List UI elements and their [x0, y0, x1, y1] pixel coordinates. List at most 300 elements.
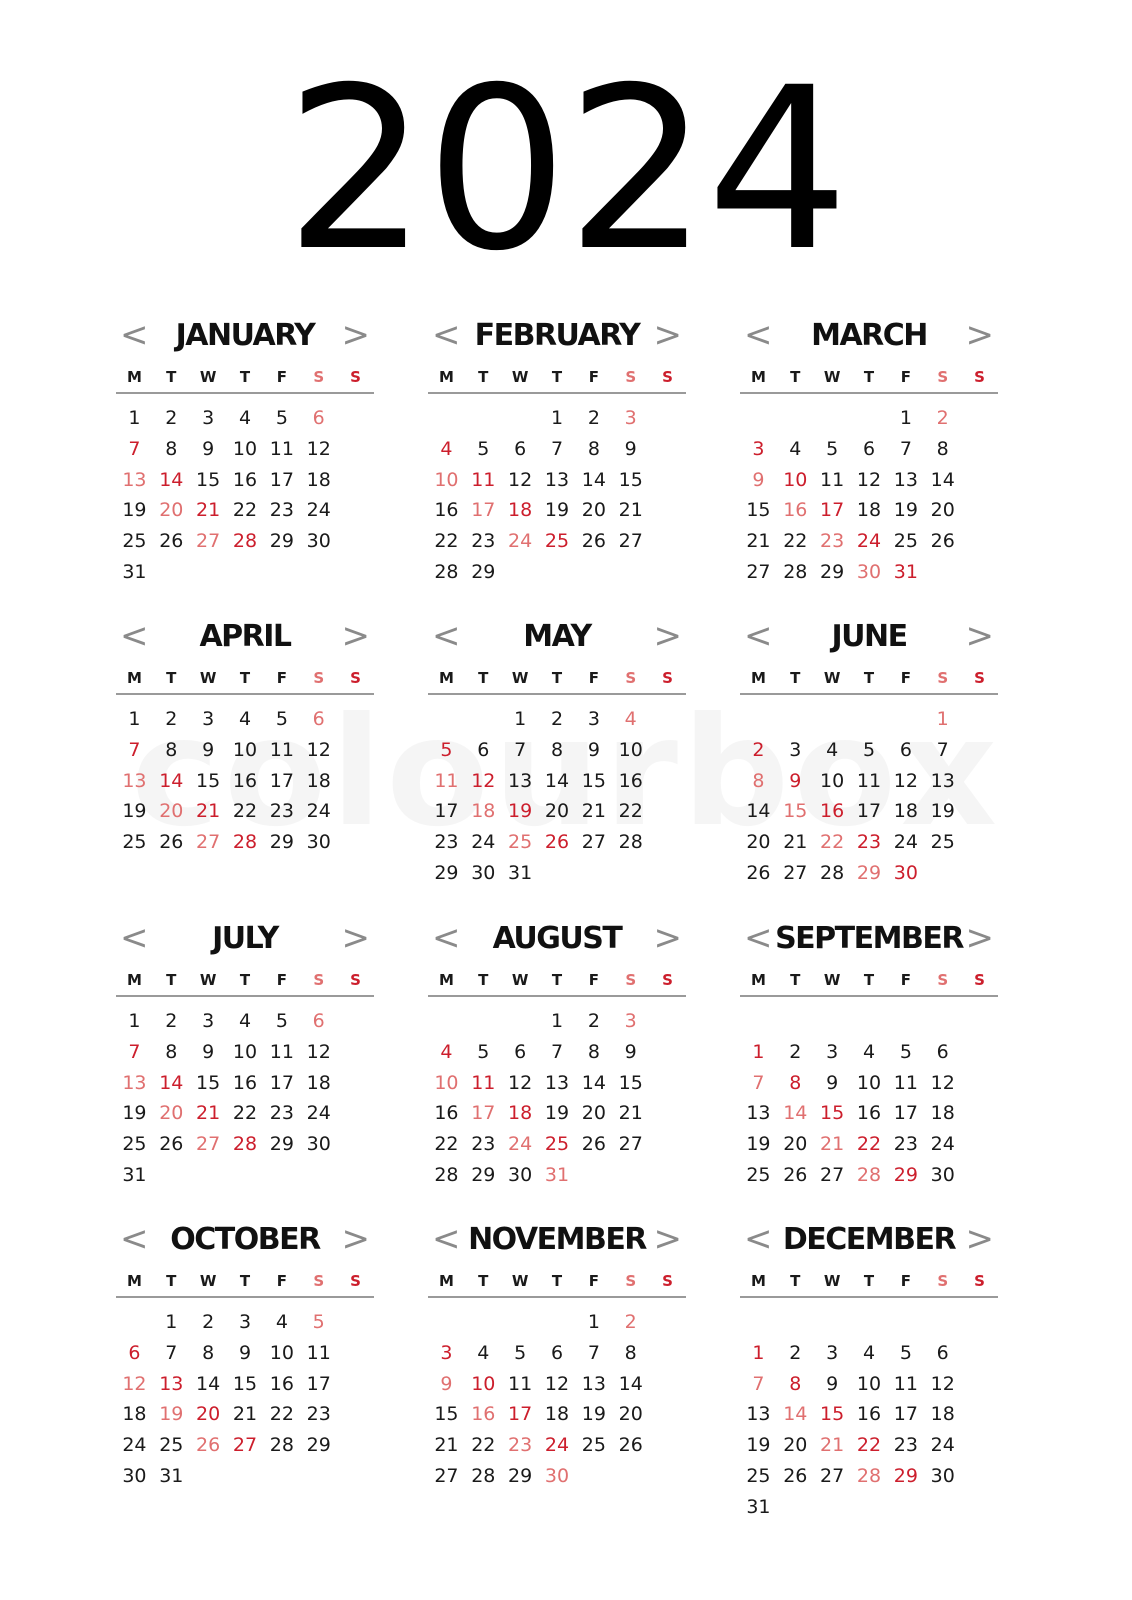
- day-cell[interactable]: 15: [196, 769, 221, 792]
- day-cell[interactable]: 8: [587, 1040, 600, 1063]
- day-cell[interactable]: 14: [618, 1372, 643, 1395]
- day-cell[interactable]: 16: [269, 1372, 294, 1395]
- day-cell[interactable]: 13: [544, 1071, 570, 1094]
- day-cell[interactable]: 29: [269, 530, 294, 553]
- day-cell[interactable]: 21: [618, 1102, 643, 1125]
- day-cell[interactable]: 14: [159, 468, 184, 491]
- day-cell[interactable]: 17: [269, 769, 294, 792]
- day-cell[interactable]: 30: [122, 1464, 147, 1487]
- day-cell[interactable]: 15: [196, 468, 221, 491]
- day-cell[interactable]: 26: [746, 861, 771, 884]
- day-cell[interactable]: 28: [783, 560, 808, 583]
- day-cell[interactable]: 30: [856, 560, 882, 583]
- day-cell[interactable]: 11: [434, 769, 459, 792]
- day-cell[interactable]: 13: [930, 769, 955, 792]
- day-cell[interactable]: 19: [122, 499, 147, 522]
- day-cell[interactable]: 5: [275, 708, 288, 730]
- day-cell[interactable]: 17: [471, 1102, 496, 1125]
- day-cell[interactable]: 8: [587, 437, 600, 460]
- day-cell[interactable]: 3: [587, 708, 600, 730]
- day-cell[interactable]: 5: [826, 437, 839, 460]
- day-cell[interactable]: 27: [820, 1163, 845, 1186]
- day-cell[interactable]: 31: [544, 1163, 570, 1186]
- day-cell[interactable]: 21: [434, 1434, 459, 1457]
- day-cell[interactable]: 6: [936, 1341, 949, 1364]
- day-cell[interactable]: 18: [893, 800, 918, 823]
- day-cell[interactable]: 17: [471, 499, 496, 522]
- day-cell[interactable]: 6: [128, 1341, 141, 1364]
- day-cell[interactable]: 22: [856, 1434, 882, 1457]
- chevron-left-icon[interactable]: <: [744, 918, 773, 958]
- day-cell[interactable]: 20: [930, 499, 955, 522]
- day-cell[interactable]: 1: [936, 708, 949, 730]
- day-cell[interactable]: 12: [306, 437, 331, 460]
- day-cell[interactable]: 31: [122, 560, 147, 583]
- day-cell[interactable]: 18: [122, 1403, 147, 1426]
- day-cell[interactable]: 25: [508, 831, 533, 854]
- day-cell[interactable]: 29: [820, 560, 845, 583]
- day-cell[interactable]: 12: [930, 1372, 955, 1395]
- chevron-left-icon[interactable]: <: [432, 315, 461, 355]
- day-cell[interactable]: 8: [165, 738, 178, 761]
- day-cell[interactable]: 11: [893, 1372, 918, 1395]
- day-cell[interactable]: 11: [471, 468, 496, 491]
- day-cell[interactable]: 3: [202, 708, 215, 730]
- chevron-right-icon[interactable]: >: [341, 918, 370, 958]
- day-cell[interactable]: 2: [936, 407, 949, 429]
- day-cell[interactable]: 26: [618, 1434, 643, 1457]
- day-cell[interactable]: 9: [624, 437, 637, 460]
- day-cell[interactable]: 6: [312, 708, 325, 730]
- day-cell[interactable]: 13: [508, 769, 533, 792]
- day-cell[interactable]: 24: [930, 1133, 955, 1156]
- day-cell[interactable]: 16: [856, 1403, 882, 1426]
- day-cell[interactable]: 23: [856, 831, 882, 854]
- day-cell[interactable]: 25: [159, 1434, 184, 1457]
- day-cell[interactable]: 12: [306, 1040, 331, 1063]
- day-cell[interactable]: 12: [471, 769, 496, 792]
- day-cell[interactable]: 26: [783, 1163, 808, 1186]
- day-cell[interactable]: 28: [434, 1163, 459, 1186]
- day-cell[interactable]: 20: [618, 1403, 643, 1426]
- day-cell[interactable]: 6: [899, 738, 912, 761]
- day-cell[interactable]: 7: [128, 1040, 141, 1063]
- day-cell[interactable]: 19: [581, 1403, 606, 1426]
- day-cell[interactable]: 2: [202, 1311, 215, 1333]
- day-cell[interactable]: 23: [471, 530, 496, 553]
- day-cell[interactable]: 14: [581, 1071, 606, 1094]
- day-cell[interactable]: 17: [856, 800, 882, 823]
- day-cell[interactable]: 17: [893, 1102, 918, 1125]
- day-cell[interactable]: 7: [550, 1040, 564, 1063]
- day-cell[interactable]: 30: [893, 861, 918, 884]
- chevron-right-icon[interactable]: >: [653, 1219, 682, 1259]
- day-cell[interactable]: 20: [159, 499, 184, 522]
- day-cell[interactable]: 10: [618, 738, 643, 761]
- day-cell[interactable]: 10: [856, 1372, 882, 1395]
- day-cell[interactable]: 30: [306, 530, 331, 553]
- day-cell[interactable]: 8: [202, 1341, 215, 1364]
- day-cell[interactable]: 24: [508, 530, 533, 553]
- day-cell[interactable]: 11: [471, 1071, 496, 1094]
- day-cell[interactable]: 24: [306, 800, 331, 823]
- day-cell[interactable]: 29: [471, 1163, 496, 1186]
- day-cell[interactable]: 28: [434, 560, 459, 583]
- day-cell[interactable]: 24: [306, 1102, 331, 1125]
- day-cell[interactable]: 27: [581, 831, 606, 854]
- day-cell[interactable]: 6: [514, 437, 527, 460]
- chevron-right-icon[interactable]: >: [653, 918, 682, 958]
- day-cell[interactable]: 16: [471, 1403, 496, 1426]
- day-cell[interactable]: 25: [930, 831, 955, 854]
- day-cell[interactable]: 12: [508, 468, 533, 491]
- day-cell[interactable]: 3: [826, 1341, 839, 1364]
- day-cell[interactable]: 20: [159, 1102, 184, 1125]
- day-cell[interactable]: 9: [202, 437, 215, 460]
- day-cell[interactable]: 21: [196, 1102, 221, 1125]
- day-cell[interactable]: 18: [306, 468, 331, 491]
- day-cell[interactable]: 13: [893, 468, 918, 491]
- day-cell[interactable]: 13: [159, 1372, 184, 1395]
- day-cell[interactable]: 19: [159, 1403, 184, 1426]
- day-cell[interactable]: 1: [514, 708, 527, 730]
- day-cell[interactable]: 13: [746, 1102, 771, 1125]
- day-cell[interactable]: 28: [856, 1464, 882, 1487]
- day-cell[interactable]: 19: [544, 1102, 570, 1125]
- day-cell[interactable]: 31: [508, 861, 533, 884]
- day-cell[interactable]: 19: [746, 1133, 771, 1156]
- day-cell[interactable]: 1: [899, 407, 912, 429]
- chevron-right-icon[interactable]: >: [341, 616, 370, 656]
- day-cell[interactable]: 6: [862, 437, 876, 460]
- day-cell[interactable]: 11: [269, 1040, 294, 1063]
- day-cell[interactable]: 3: [440, 1341, 453, 1364]
- day-cell[interactable]: 27: [232, 1434, 258, 1457]
- day-cell[interactable]: 28: [232, 530, 258, 553]
- day-cell[interactable]: 22: [232, 800, 258, 823]
- day-cell[interactable]: 16: [820, 800, 845, 823]
- day-cell[interactable]: 19: [508, 800, 533, 823]
- day-cell[interactable]: 29: [434, 861, 459, 884]
- day-cell[interactable]: 4: [238, 708, 252, 730]
- day-cell[interactable]: 9: [624, 1040, 637, 1063]
- day-cell[interactable]: 2: [587, 407, 600, 429]
- chevron-left-icon[interactable]: <: [744, 315, 773, 355]
- day-cell[interactable]: 15: [746, 499, 771, 522]
- day-cell[interactable]: 25: [746, 1163, 771, 1186]
- day-cell[interactable]: 28: [820, 861, 845, 884]
- day-cell[interactable]: 6: [550, 1341, 564, 1364]
- day-cell[interactable]: 11: [269, 738, 294, 761]
- day-cell[interactable]: 23: [269, 800, 294, 823]
- day-cell[interactable]: 12: [544, 1372, 570, 1395]
- chevron-right-icon[interactable]: >: [965, 918, 994, 958]
- chevron-left-icon[interactable]: <: [744, 1219, 773, 1259]
- day-cell[interactable]: 30: [930, 1163, 955, 1186]
- day-cell[interactable]: 13: [746, 1403, 771, 1426]
- day-cell[interactable]: 12: [122, 1372, 147, 1395]
- day-cell[interactable]: 24: [930, 1434, 955, 1457]
- day-cell[interactable]: 31: [746, 1495, 771, 1518]
- day-cell[interactable]: 5: [275, 1010, 288, 1032]
- day-cell[interactable]: 23: [508, 1434, 533, 1457]
- day-cell[interactable]: 10: [232, 738, 258, 761]
- day-cell[interactable]: 4: [238, 1010, 252, 1032]
- day-cell[interactable]: 14: [544, 769, 570, 792]
- chevron-left-icon[interactable]: <: [120, 315, 149, 355]
- day-cell[interactable]: 5: [275, 407, 288, 429]
- day-cell[interactable]: 1: [752, 1341, 765, 1364]
- day-cell[interactable]: 11: [269, 437, 294, 460]
- day-cell[interactable]: 26: [544, 831, 570, 854]
- day-cell[interactable]: 6: [936, 1040, 949, 1063]
- day-cell[interactable]: 17: [434, 800, 459, 823]
- day-cell[interactable]: 25: [122, 1133, 147, 1156]
- day-cell[interactable]: 21: [232, 1403, 258, 1426]
- day-cell[interactable]: 25: [893, 530, 918, 553]
- day-cell[interactable]: 19: [930, 800, 955, 823]
- day-cell[interactable]: 23: [269, 1102, 294, 1125]
- day-cell[interactable]: 7: [936, 738, 949, 761]
- day-cell[interactable]: 22: [232, 499, 258, 522]
- day-cell[interactable]: 9: [238, 1341, 252, 1364]
- day-cell[interactable]: 10: [434, 468, 459, 491]
- day-cell[interactable]: 26: [581, 1133, 606, 1156]
- day-cell[interactable]: 4: [238, 407, 252, 429]
- day-cell[interactable]: 24: [471, 831, 496, 854]
- day-cell[interactable]: 22: [269, 1403, 294, 1426]
- day-cell[interactable]: 12: [508, 1071, 533, 1094]
- day-cell[interactable]: 1: [128, 407, 141, 429]
- day-cell[interactable]: 27: [434, 1464, 459, 1487]
- day-cell[interactable]: 25: [122, 530, 147, 553]
- day-cell[interactable]: 8: [789, 1372, 802, 1395]
- day-cell[interactable]: 9: [789, 769, 802, 792]
- day-cell[interactable]: 21: [618, 499, 643, 522]
- day-cell[interactable]: 10: [783, 468, 808, 491]
- day-cell[interactable]: 28: [471, 1464, 496, 1487]
- day-cell[interactable]: 3: [826, 1040, 839, 1063]
- day-cell[interactable]: 15: [618, 468, 643, 491]
- day-cell[interactable]: 22: [434, 530, 459, 553]
- day-cell[interactable]: 27: [618, 530, 643, 553]
- day-cell[interactable]: 31: [893, 560, 918, 583]
- day-cell[interactable]: 3: [789, 738, 802, 761]
- day-cell[interactable]: 4: [440, 1040, 453, 1063]
- day-cell[interactable]: 20: [746, 831, 771, 854]
- day-cell[interactable]: 2: [550, 708, 564, 730]
- day-cell[interactable]: 11: [820, 468, 845, 491]
- day-cell[interactable]: 26: [159, 530, 184, 553]
- day-cell[interactable]: 5: [862, 738, 876, 761]
- day-cell[interactable]: 27: [196, 1133, 221, 1156]
- day-cell[interactable]: 1: [550, 407, 564, 429]
- day-cell[interactable]: 1: [550, 1010, 564, 1032]
- day-cell[interactable]: 30: [471, 861, 496, 884]
- day-cell[interactable]: 24: [856, 530, 882, 553]
- day-cell[interactable]: 10: [269, 1341, 294, 1364]
- day-cell[interactable]: 19: [746, 1434, 771, 1457]
- day-cell[interactable]: 11: [893, 1071, 918, 1094]
- day-cell[interactable]: 26: [783, 1464, 808, 1487]
- day-cell[interactable]: 2: [165, 1010, 178, 1032]
- day-cell[interactable]: 7: [752, 1372, 765, 1395]
- day-cell[interactable]: 28: [269, 1434, 294, 1457]
- day-cell[interactable]: 27: [746, 560, 771, 583]
- day-cell[interactable]: 18: [471, 800, 496, 823]
- day-cell[interactable]: 18: [930, 1403, 955, 1426]
- day-cell[interactable]: 4: [624, 708, 637, 730]
- day-cell[interactable]: 22: [434, 1133, 459, 1156]
- day-cell[interactable]: 30: [306, 831, 331, 854]
- day-cell[interactable]: 20: [783, 1133, 808, 1156]
- day-cell[interactable]: 21: [820, 1133, 845, 1156]
- day-cell[interactable]: 8: [550, 738, 564, 761]
- day-cell[interactable]: 9: [826, 1372, 839, 1395]
- day-cell[interactable]: 19: [893, 499, 918, 522]
- day-cell[interactable]: 29: [471, 560, 496, 583]
- day-cell[interactable]: 21: [820, 1434, 845, 1457]
- day-cell[interactable]: 16: [232, 468, 258, 491]
- day-cell[interactable]: 12: [930, 1071, 955, 1094]
- day-cell[interactable]: 26: [581, 530, 606, 553]
- day-cell[interactable]: 2: [789, 1040, 802, 1063]
- day-cell[interactable]: 29: [856, 861, 882, 884]
- chevron-right-icon[interactable]: >: [965, 315, 994, 355]
- day-cell[interactable]: 13: [581, 1372, 606, 1395]
- day-cell[interactable]: 16: [618, 769, 643, 792]
- day-cell[interactable]: 7: [128, 437, 141, 460]
- day-cell[interactable]: 13: [544, 468, 570, 491]
- day-cell[interactable]: 4: [862, 1341, 876, 1364]
- day-cell[interactable]: 3: [624, 1010, 637, 1032]
- day-cell[interactable]: 16: [232, 769, 258, 792]
- day-cell[interactable]: 26: [196, 1434, 221, 1457]
- day-cell[interactable]: 22: [232, 1102, 258, 1125]
- day-cell[interactable]: 7: [752, 1071, 765, 1094]
- day-cell[interactable]: 9: [202, 738, 215, 761]
- day-cell[interactable]: 24: [122, 1434, 147, 1457]
- day-cell[interactable]: 31: [159, 1464, 184, 1487]
- day-cell[interactable]: 22: [471, 1434, 496, 1457]
- day-cell[interactable]: 7: [128, 738, 141, 761]
- day-cell[interactable]: 4: [275, 1311, 288, 1333]
- day-cell[interactable]: 15: [820, 1403, 845, 1426]
- day-cell[interactable]: 25: [544, 1133, 570, 1156]
- day-cell[interactable]: 5: [477, 437, 490, 460]
- day-cell[interactable]: 16: [434, 1102, 459, 1125]
- day-cell[interactable]: 23: [471, 1133, 496, 1156]
- day-cell[interactable]: 14: [159, 1071, 184, 1094]
- day-cell[interactable]: 4: [440, 437, 453, 460]
- day-cell[interactable]: 30: [544, 1464, 570, 1487]
- day-cell[interactable]: 9: [752, 468, 765, 491]
- day-cell[interactable]: 18: [856, 499, 882, 522]
- day-cell[interactable]: 1: [128, 708, 141, 730]
- day-cell[interactable]: 3: [202, 1010, 215, 1032]
- day-cell[interactable]: 15: [196, 1071, 221, 1094]
- day-cell[interactable]: 17: [508, 1403, 533, 1426]
- day-cell[interactable]: 8: [936, 437, 949, 460]
- day-cell[interactable]: 27: [618, 1133, 643, 1156]
- day-cell[interactable]: 1: [752, 1040, 765, 1063]
- chevron-right-icon[interactable]: >: [965, 616, 994, 656]
- day-cell[interactable]: 10: [232, 437, 258, 460]
- day-cell[interactable]: 30: [306, 1133, 331, 1156]
- day-cell[interactable]: 12: [306, 738, 331, 761]
- day-cell[interactable]: 20: [581, 1102, 606, 1125]
- day-cell[interactable]: 18: [306, 1071, 331, 1094]
- day-cell[interactable]: 5: [899, 1040, 912, 1063]
- day-cell[interactable]: 25: [746, 1464, 771, 1487]
- day-cell[interactable]: 3: [202, 407, 215, 429]
- day-cell[interactable]: 29: [893, 1163, 918, 1186]
- day-cell[interactable]: 22: [856, 1133, 882, 1156]
- day-cell[interactable]: 19: [544, 499, 570, 522]
- day-cell[interactable]: 4: [826, 738, 839, 761]
- day-cell[interactable]: 15: [783, 800, 808, 823]
- day-cell[interactable]: 27: [783, 861, 808, 884]
- day-cell[interactable]: 4: [477, 1341, 490, 1364]
- day-cell[interactable]: 21: [746, 530, 771, 553]
- day-cell[interactable]: 26: [930, 530, 955, 553]
- day-cell[interactable]: 8: [165, 437, 178, 460]
- day-cell[interactable]: 2: [165, 708, 178, 730]
- day-cell[interactable]: 31: [122, 1163, 147, 1186]
- chevron-left-icon[interactable]: <: [744, 616, 773, 656]
- day-cell[interactable]: 9: [202, 1040, 215, 1063]
- day-cell[interactable]: 27: [196, 530, 221, 553]
- day-cell[interactable]: 8: [789, 1071, 802, 1094]
- day-cell[interactable]: 23: [893, 1434, 918, 1457]
- day-cell[interactable]: 13: [122, 769, 147, 792]
- day-cell[interactable]: 14: [930, 468, 955, 491]
- day-cell[interactable]: 25: [581, 1434, 606, 1457]
- day-cell[interactable]: 6: [312, 407, 325, 429]
- day-cell[interactable]: 14: [746, 800, 771, 823]
- day-cell[interactable]: 17: [820, 499, 845, 522]
- day-cell[interactable]: 26: [159, 1133, 184, 1156]
- day-cell[interactable]: 22: [820, 831, 845, 854]
- day-cell[interactable]: 3: [238, 1311, 252, 1333]
- day-cell[interactable]: 7: [587, 1341, 600, 1364]
- chevron-left-icon[interactable]: <: [432, 918, 461, 958]
- chevron-right-icon[interactable]: >: [653, 315, 682, 355]
- day-cell[interactable]: 2: [624, 1311, 637, 1333]
- day-cell[interactable]: 1: [587, 1311, 600, 1333]
- day-cell[interactable]: 9: [826, 1071, 839, 1094]
- day-cell[interactable]: 26: [159, 831, 184, 854]
- day-cell[interactable]: 22: [783, 530, 808, 553]
- day-cell[interactable]: 18: [544, 1403, 570, 1426]
- day-cell[interactable]: 5: [899, 1341, 912, 1364]
- day-cell[interactable]: 3: [752, 437, 765, 460]
- day-cell[interactable]: 30: [508, 1163, 533, 1186]
- day-cell[interactable]: 29: [306, 1434, 331, 1457]
- day-cell[interactable]: 20: [159, 800, 184, 823]
- day-cell[interactable]: 16: [434, 499, 459, 522]
- day-cell[interactable]: 4: [789, 437, 802, 460]
- day-cell[interactable]: 18: [930, 1102, 955, 1125]
- day-cell[interactable]: 28: [856, 1163, 882, 1186]
- day-cell[interactable]: 19: [122, 1102, 147, 1125]
- chevron-left-icon[interactable]: <: [432, 1219, 461, 1259]
- day-cell[interactable]: 25: [122, 831, 147, 854]
- day-cell[interactable]: 1: [165, 1311, 178, 1333]
- day-cell[interactable]: 9: [440, 1372, 453, 1395]
- day-cell[interactable]: 24: [306, 499, 331, 522]
- day-cell[interactable]: 2: [587, 1010, 600, 1032]
